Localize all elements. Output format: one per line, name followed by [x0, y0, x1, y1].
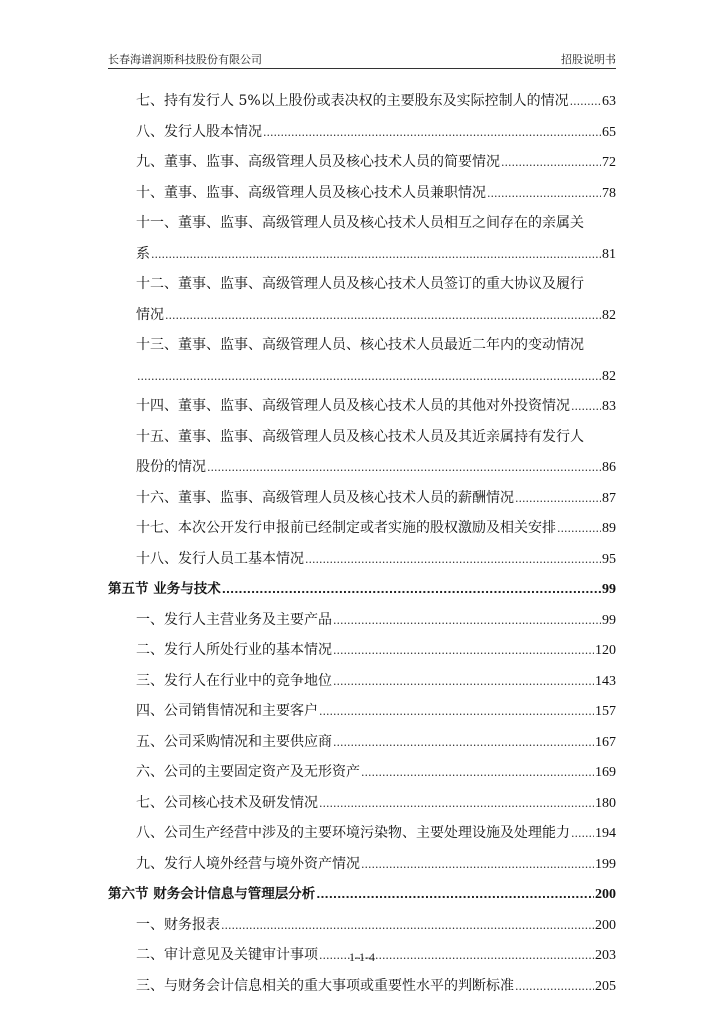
- toc-page-number: 194: [595, 826, 616, 841]
- toc-entry-label: 十七、本次公开发行申报前已经制定或者实施的股权激励及相关安排: [136, 520, 556, 536]
- toc-leader-dots: [207, 452, 601, 484]
- toc-leader-dots: [333, 727, 594, 759]
- toc-entry[interactable]: [108, 452, 616, 483]
- toc-entry-label: 一、财务报表: [136, 916, 220, 933]
- toc-entry[interactable]: [108, 391, 616, 422]
- toc-page-number: 87: [602, 490, 616, 506]
- toc-entry[interactable]: [108, 849, 616, 880]
- toc-page-number: 199: [595, 856, 616, 872]
- toc-entry[interactable]: [108, 818, 616, 849]
- toc-leader-dots: [151, 239, 601, 271]
- toc-leader-dots: [316, 879, 594, 911]
- toc-leader-dots: [319, 696, 594, 728]
- toc-leader-dots: [333, 666, 594, 698]
- toc-page-number: 63: [602, 94, 616, 109]
- toc-entry[interactable]: [108, 971, 616, 1002]
- toc-entry-label: 十六、董事、监事、高级管理人员及核心技术人员的薪酬情况: [136, 489, 514, 506]
- header-doc-type: 招股说明书: [561, 53, 616, 66]
- toc-entry[interactable]: [108, 86, 616, 117]
- toc-page-number: 120: [595, 643, 616, 658]
- toc-page-number: 89: [602, 521, 616, 536]
- toc-entry[interactable]: [108, 117, 616, 148]
- toc-entry[interactable]: [108, 208, 616, 239]
- toc-entry-label: 二、发行人所处行业的基本情况: [136, 642, 332, 658]
- toc-entry-label: 十八、发行人员工基本情况: [136, 550, 304, 567]
- toc-entry-label: 九、董事、监事、高级管理人员及核心技术人员的简要情况: [136, 154, 500, 170]
- toc-entry[interactable]: [108, 513, 616, 544]
- toc-leader-dots: [515, 483, 601, 515]
- toc-page-number: 143: [595, 673, 616, 689]
- toc-page-number: 200: [595, 887, 616, 902]
- toc-leader-dots: [515, 971, 594, 1003]
- toc-leader-dots: [305, 544, 601, 576]
- toc-entry-label: 十四、董事、监事、高级管理人员及核心技术人员的其他对外投资情况: [136, 398, 570, 414]
- toc-leader-dots: [222, 574, 601, 606]
- toc-entry-label: 八、公司生产经营中涉及的主要环境污染物、主要处理设施及处理能力: [136, 825, 570, 841]
- toc-entry[interactable]: [108, 300, 616, 331]
- toc-page-number: 72: [602, 155, 616, 170]
- toc-page-number: 180: [595, 795, 616, 811]
- toc-entry[interactable]: [108, 605, 616, 636]
- toc-page-number: 167: [595, 734, 616, 750]
- header-company: 长春海谱润斯科技股份有限公司: [108, 53, 262, 66]
- toc-entry[interactable]: [108, 361, 616, 392]
- toc-page-number: 99: [602, 612, 616, 628]
- toc-entry[interactable]: [108, 666, 616, 697]
- toc-page-number: 95: [602, 551, 616, 567]
- toc-leader-dots: [501, 147, 601, 179]
- toc-entry-label: 十三、董事、监事、高级管理人员、核心技术人员最近二年内的变动情况: [136, 337, 584, 353]
- toc-leader-dots: [333, 605, 601, 637]
- toc-leader-dots: [319, 788, 594, 820]
- toc-entry-label: 七、公司核心技术及研发情况: [136, 794, 318, 811]
- toc-entry-label: 六、公司的主要固定资产及无形资产: [136, 764, 360, 780]
- toc-entry[interactable]: [108, 910, 616, 941]
- toc-entry[interactable]: [108, 269, 616, 300]
- toc-section-heading[interactable]: [108, 879, 616, 910]
- toc-leader-dots: [557, 513, 601, 545]
- toc-entry-label: 三、发行人在行业中的竞争地位: [136, 672, 332, 689]
- toc-entry[interactable]: [108, 727, 616, 758]
- toc-page-number: 99: [602, 582, 616, 597]
- toc-entry[interactable]: [108, 330, 616, 361]
- toc-page-number: 200: [595, 917, 616, 933]
- toc-entry[interactable]: [108, 635, 616, 666]
- toc-page-number: 157: [595, 704, 616, 719]
- toc-entry-label: 七、持有发行人 5%以上股份或表决权的主要股东及实际控制人的情况: [136, 93, 569, 109]
- toc-leader-dots: [487, 178, 601, 210]
- toc-page-number: 78: [602, 185, 616, 201]
- toc-entry[interactable]: [108, 788, 616, 819]
- toc-leader-dots: [361, 757, 594, 789]
- toc-leader-dots: [137, 361, 601, 393]
- toc-entry-label: 十、董事、监事、高级管理人员及核心技术人员兼职情况: [136, 184, 486, 201]
- toc-entry-label: 十二、董事、监事、高级管理人员及核心技术人员签订的重大协议及履行: [136, 276, 584, 292]
- toc-page-number: 81: [602, 246, 616, 262]
- toc-leader-dots: [571, 818, 594, 850]
- toc-leader-dots: [165, 300, 601, 332]
- toc-entry[interactable]: [108, 757, 616, 788]
- toc-leader-dots: [361, 849, 594, 881]
- toc-page-number: 82: [602, 307, 616, 323]
- toc-entry[interactable]: [108, 696, 616, 727]
- toc-entry-label: 股份的情况: [136, 459, 206, 475]
- toc-leader-dots: [570, 86, 601, 118]
- toc-section-heading[interactable]: [108, 574, 616, 605]
- toc-page-number: 203: [595, 948, 616, 963]
- toc-entry[interactable]: [108, 544, 616, 575]
- toc-entry-label: 四、公司销售情况和主要客户: [136, 703, 318, 719]
- toc-leader-dots: [571, 391, 601, 423]
- toc-entry-label: 情况: [136, 306, 164, 323]
- toc-entry[interactable]: [108, 483, 616, 514]
- toc-entry-label: 十一、董事、监事、高级管理人员及核心技术人员相互之间存在的亲属关: [136, 215, 584, 231]
- toc-leader-dots: [221, 910, 594, 942]
- toc-entry-label: 系: [136, 245, 150, 262]
- toc-entry-label: 二、审计意见及关键审计事项: [136, 947, 318, 963]
- table-of-contents: [108, 86, 616, 1001]
- toc-entry-label: 十五、董事、监事、高级管理人员及核心技术人员及其近亲属持有发行人: [136, 428, 584, 445]
- toc-entry-label: 三、与财务会计信息相关的重大事项或重要性水平的判断标准: [136, 977, 514, 994]
- toc-entry-label: 八、发行人股本情况: [136, 123, 262, 140]
- toc-page-number: 86: [602, 460, 616, 475]
- toc-entry-label: 第六节 财务会计信息与管理层分析: [108, 886, 316, 902]
- toc-page-number: 65: [602, 124, 616, 140]
- header-rule: [108, 68, 616, 69]
- toc-entry-label: 五、公司采购情况和主要供应商: [136, 733, 332, 750]
- toc-entry-label: 第五节 业务与技术: [108, 581, 221, 597]
- page-number: 1-1-4: [349, 950, 375, 964]
- page-header: [108, 46, 616, 66]
- toc-entry[interactable]: [108, 239, 616, 270]
- toc-entry[interactable]: [108, 178, 616, 209]
- toc-entry[interactable]: [108, 147, 616, 178]
- toc-page-number: 82: [602, 368, 616, 384]
- toc-entry[interactable]: [108, 422, 616, 453]
- toc-entry-label: 一、发行人主营业务及主要产品: [136, 611, 332, 628]
- toc-leader-dots: [263, 117, 601, 149]
- toc-page-number: 83: [602, 399, 616, 414]
- toc-leader-dots: [333, 635, 594, 667]
- toc-page-number: 205: [595, 978, 616, 994]
- toc-entry-label: 九、发行人境外经营与境外资产情况: [136, 855, 360, 872]
- toc-page-number: 169: [595, 765, 616, 780]
